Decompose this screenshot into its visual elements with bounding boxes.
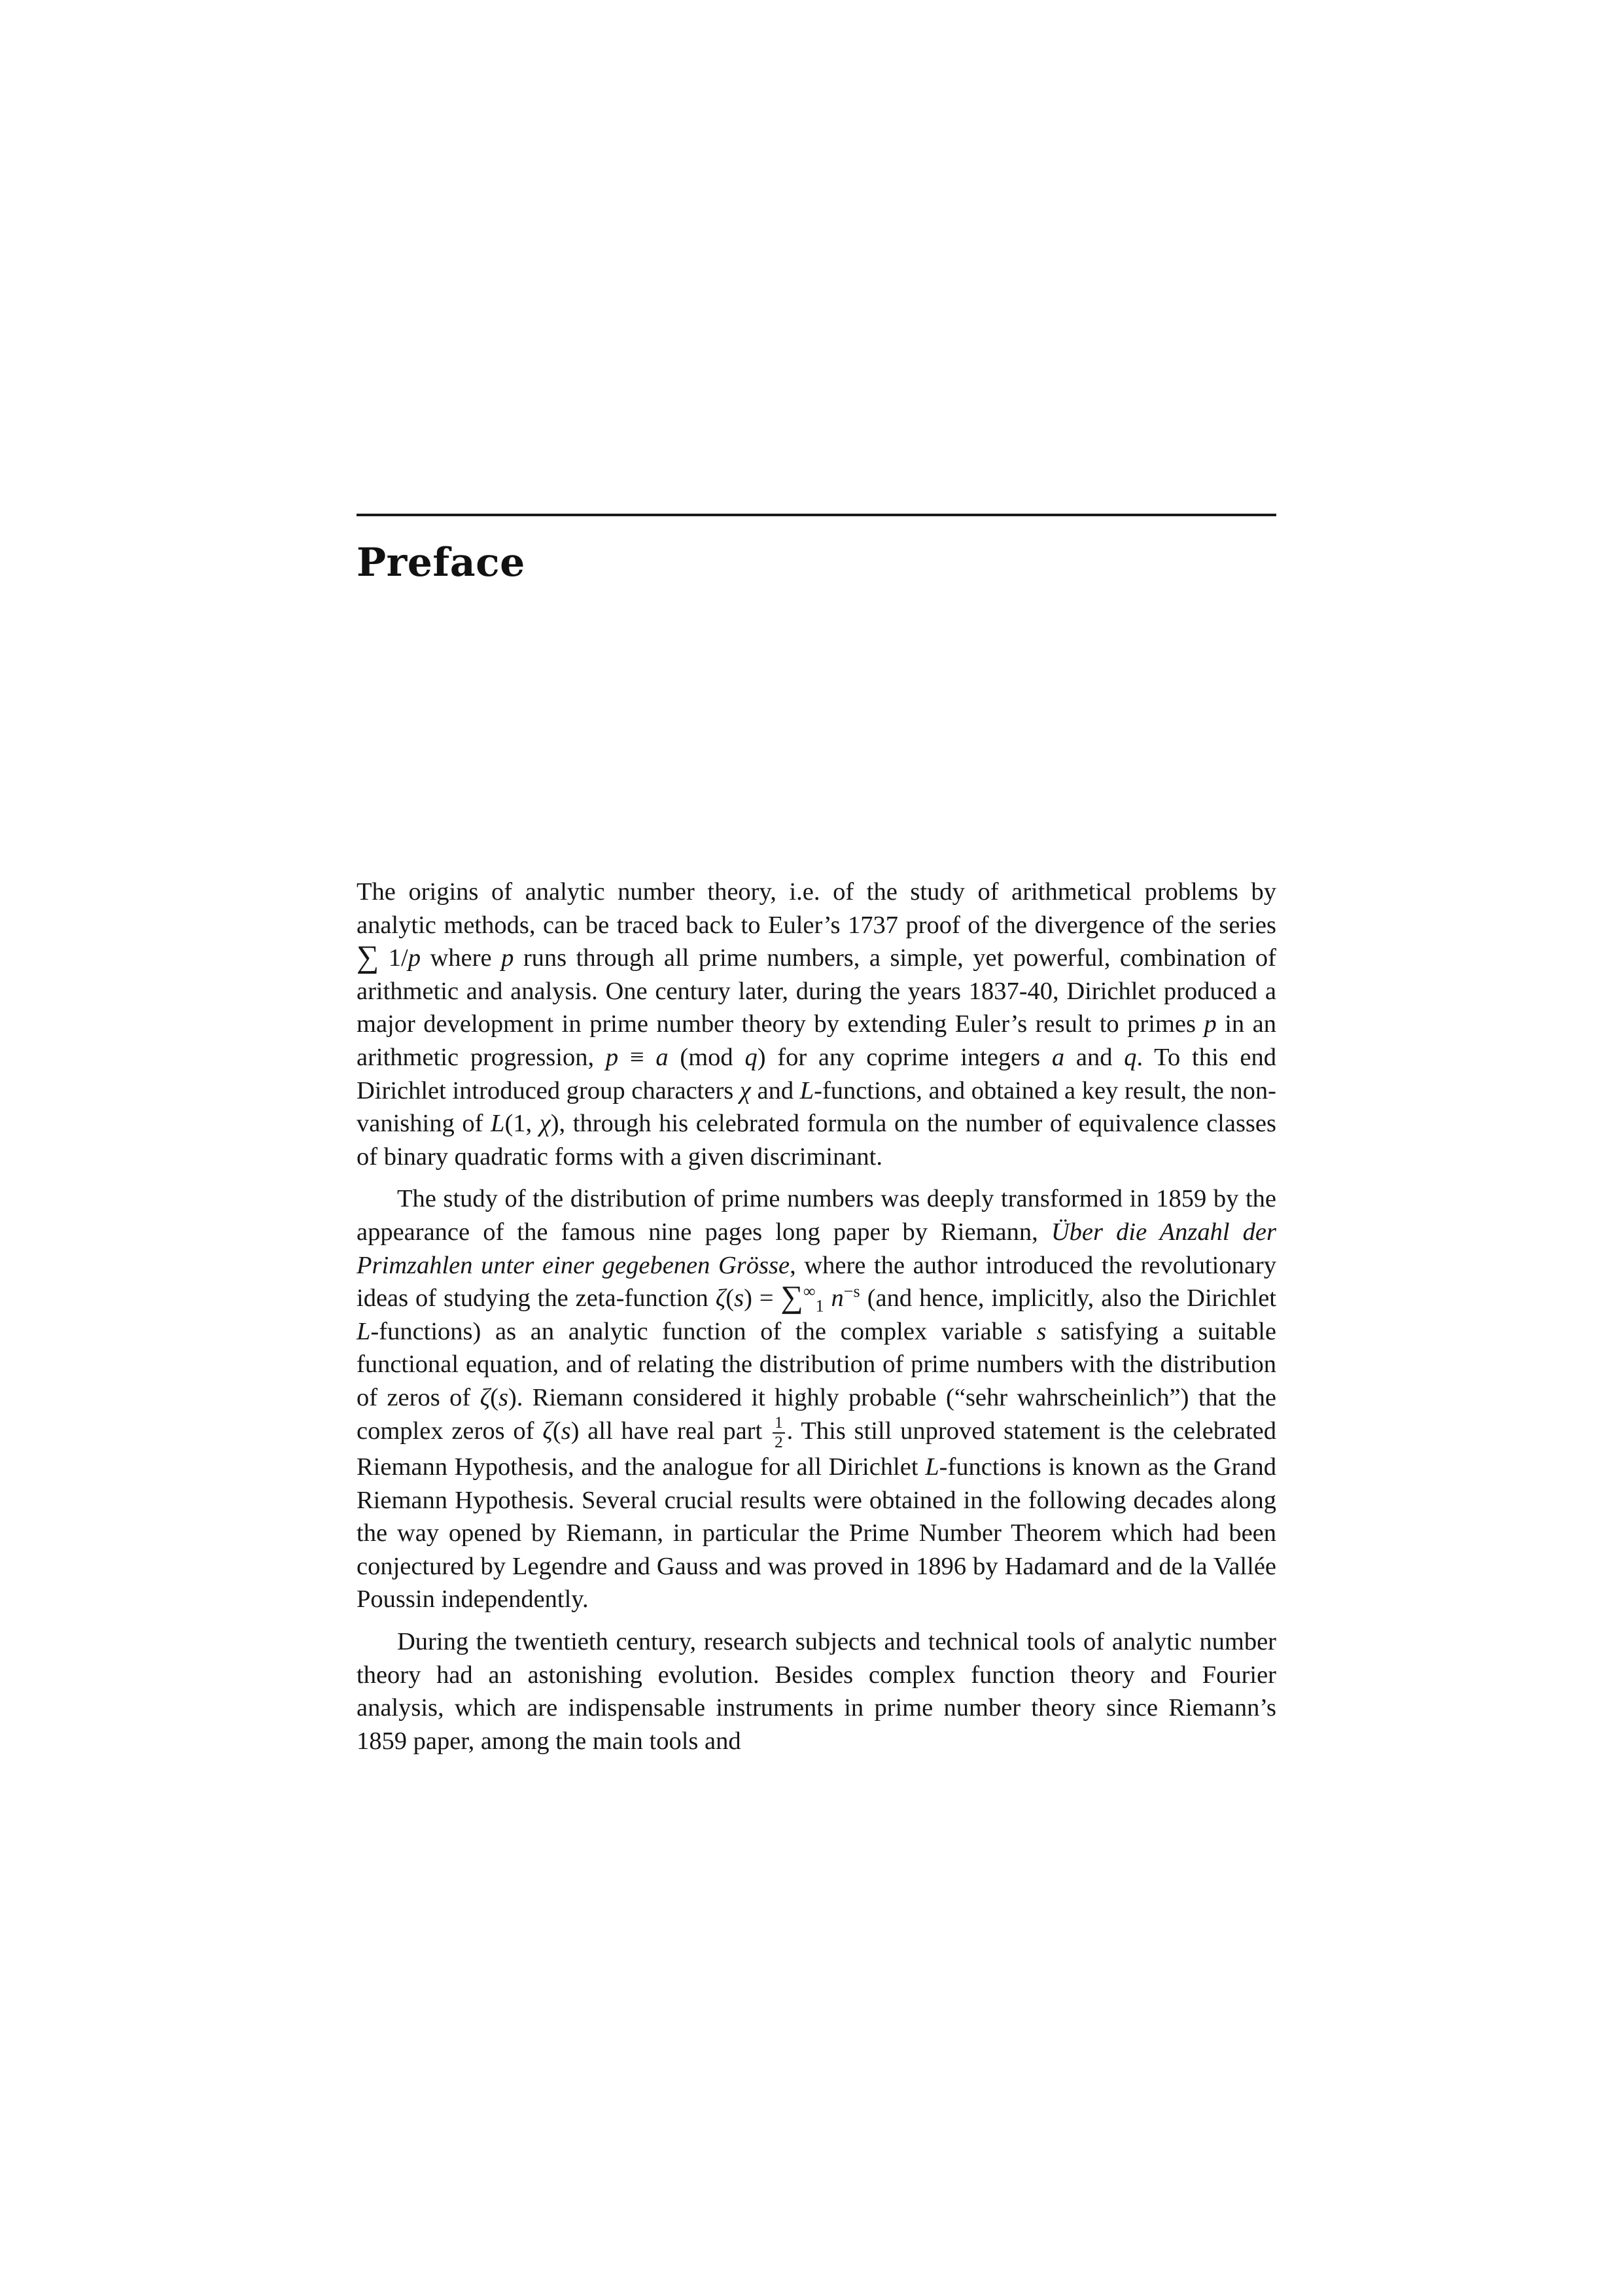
math-m: p (408, 944, 421, 972)
math-sum: ∑ (357, 940, 379, 975)
chapter-rule (357, 514, 1276, 516)
text-run: -functions is known as the Grand Riemann Hypothesis. Several crucial results were obtained in the following decades along the way opened by Riemann, in particular the Prime Number Theorem which had been conjectured by Legendre and Gauss and was proved in 1896 by Hadamard and de la Vallée Poussin independently. (357, 1453, 1277, 1614)
text-run: where (421, 944, 502, 972)
math-m: s (561, 1417, 571, 1445)
text-run: runs through all prime numbers, a simple, yet powerful, combination of arithmetic and analysis. One century later, during the years 1837-40, Dirichlet produced a major development in prime number theory by extending Euler’s result to primes (357, 944, 1276, 1038)
math-m: q (1124, 1043, 1137, 1071)
math-sup: −s (843, 1282, 860, 1301)
fraction: $\frac{1}{2}$ (773, 1415, 785, 1451)
math-m: ζ (480, 1383, 491, 1411)
text-run: satisfying a suitable functional equation, and of relating the distribution of prime numbers with the distribution of zeros of (357, 1317, 1276, 1411)
math-m: p (501, 944, 514, 972)
text-run: ≡ (618, 1043, 656, 1071)
math-it: Über die Anzahl der Primzahlen unter einer gegebenen Grösse (357, 1218, 1276, 1279)
text-run: During the twentieth century, research subjects and technical tools of analytic number theory had an astonishing evolution. Besides complex function theory and Fourier analysis, which are indispensable instruments in prime number theory since Riemann’s 1859 paper, among the main tools and (357, 1628, 1276, 1755)
math-m: L (799, 1076, 814, 1104)
math-sum: ∑ (780, 1280, 803, 1315)
body-text (357, 875, 1276, 1757)
math-m: n (831, 1284, 844, 1313)
text-run: The study of the distribution of prime numbers was deeply transformed in 1859 by the appearance of the famous nine pages long paper by Riemann, (357, 1185, 1276, 1246)
text-run: . To this end Dirichlet introduced group characters (357, 1043, 1276, 1104)
math-m: ζ (542, 1417, 553, 1445)
text-run: (and hence, implicitly, also the Dirichlet (860, 1284, 1276, 1313)
text-run: ( (552, 1417, 561, 1445)
math-m: a (1051, 1043, 1065, 1071)
text-run: -functions) as an analytic function of the complex variable (370, 1317, 1037, 1345)
math-m: L (491, 1110, 505, 1138)
text-run: in an arithmetic progression, (357, 1010, 1276, 1071)
paragraph-3 (357, 1625, 1276, 1757)
math-m: p (1204, 1010, 1217, 1038)
math-m: a (655, 1043, 669, 1071)
math-sup: ∞ (803, 1282, 816, 1301)
text-run: ), through his celebrated formula on the number of equivalence classes of binary quadratic forms with a given discriminant. (357, 1110, 1276, 1171)
text-run: 1/ (379, 944, 408, 972)
text-run: . This still unproved statement is the celebrated Riemann Hypothesis, and the analogue for all Dirichlet (357, 1417, 1277, 1481)
text-run: The origins of analytic number theory, i.e. of the study of arithmetical problems by analytic methods, can be traced back to Euler’s 1737 proof of the divergence of the series (357, 878, 1276, 939)
math-m: p (605, 1043, 619, 1071)
text-run: ( (725, 1284, 735, 1313)
math-sub: 1 (815, 1296, 824, 1316)
math-m: χ (539, 1110, 551, 1138)
text-run: (1, (504, 1110, 540, 1138)
text-run: ) for any coprime integers (757, 1043, 1052, 1071)
paragraph-1 (357, 875, 1276, 1173)
text-run: ) all have real part (570, 1417, 771, 1445)
text-run: ) = (744, 1284, 781, 1313)
chapter-title: Preface (357, 540, 525, 586)
math-m: χ (739, 1076, 751, 1104)
text-run: ( (490, 1383, 498, 1411)
text-run: -functions, and obtained a key result, the non-vanishing of (357, 1076, 1276, 1138)
math-m: s (734, 1284, 744, 1313)
text-run: and (1064, 1043, 1125, 1071)
math-m: L (357, 1317, 371, 1345)
text-run: ). Riemann considered it highly probable (“sehr wahrscheinlich”) that the complex zeros of (357, 1383, 1276, 1445)
text-run: , where the author introduced the revolutionary ideas of studying the zeta-function (357, 1251, 1276, 1313)
math-m: L (925, 1453, 939, 1481)
text-run: (mod (668, 1043, 745, 1071)
math-m: s (1036, 1317, 1047, 1345)
math-m: s (498, 1383, 508, 1411)
math-m: q (744, 1043, 758, 1071)
text-run: and (750, 1076, 800, 1104)
text-run (824, 1284, 831, 1312)
math-m: ζ (715, 1284, 726, 1313)
paragraph-2 (357, 1182, 1276, 1616)
